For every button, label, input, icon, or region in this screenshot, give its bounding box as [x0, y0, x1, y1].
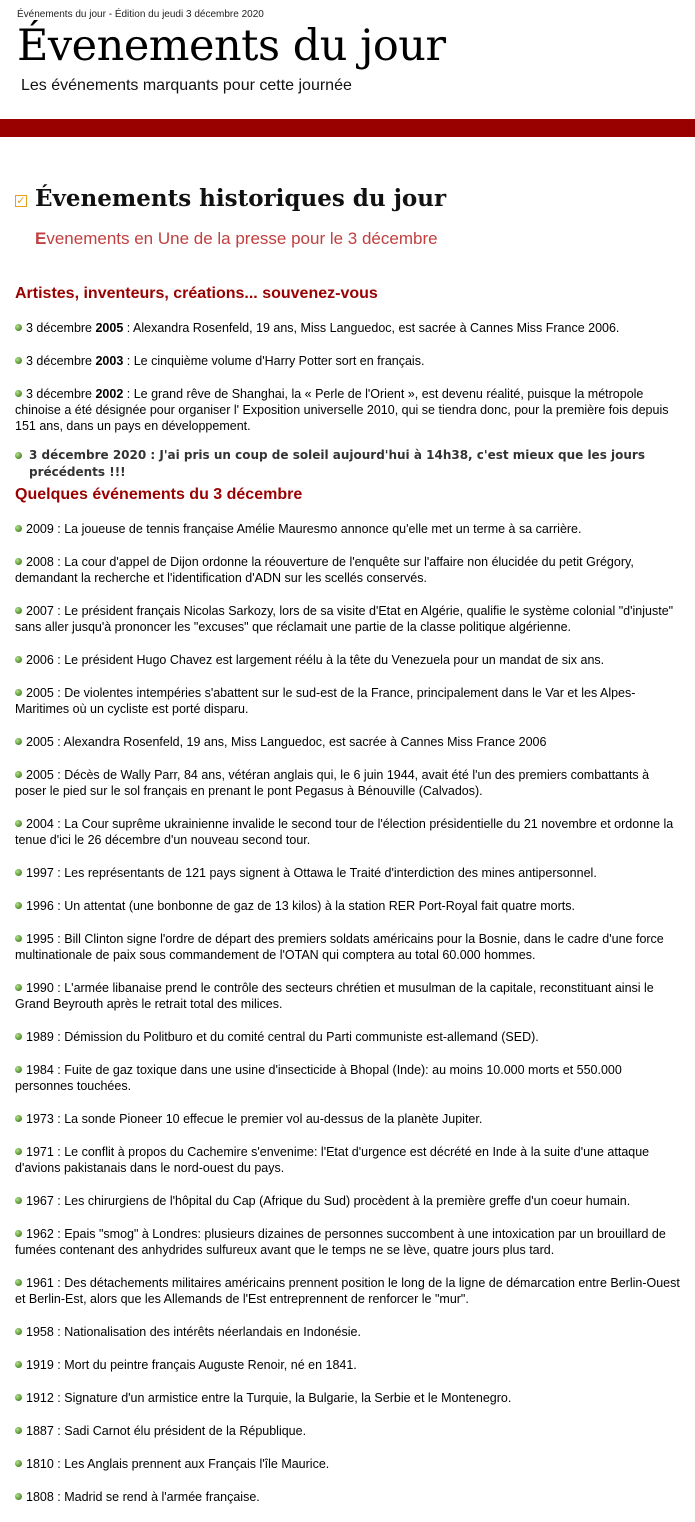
event-text: 1961 : Des détachements militaires américains prennent position le long de la ligne de démarcation entre Berlin-Ouest et Berlin-Est, alors que les Allemands de l'Est entreprennent de renforcer le "mur".: [15, 1276, 680, 1306]
event-item: [15, 1144, 680, 1176]
artists-heading: Artistes, inventeurs, créations... souvenez-vous: [15, 285, 378, 302]
bullet-icon: [15, 1493, 22, 1500]
event-item: [15, 816, 680, 848]
press-headlines-link[interactable]: [35, 229, 438, 249]
site-tagline: Les événements marquants pour cette journée: [21, 77, 352, 94]
bullet-icon: [15, 984, 22, 991]
bullet-icon: [15, 1230, 22, 1237]
bullet-icon: [15, 607, 22, 614]
bullet-icon: [15, 452, 22, 459]
event-item: [15, 898, 680, 914]
event-item: [15, 1193, 680, 1209]
bullet-icon: [15, 1279, 22, 1286]
edition-line: Événements du jour - Édition du jeudi 3 décembre 2020: [17, 9, 264, 20]
bullet-icon: [15, 390, 22, 397]
list-item: 3 décembre 2003 : Le cinquième volume d'Harry Potter sort en français.: [15, 353, 680, 369]
bullet-icon: [15, 902, 22, 909]
bullet-icon: [15, 656, 22, 663]
bullet-icon: [15, 1394, 22, 1401]
press-link-initial: E: [35, 229, 47, 248]
bullet-icon: [15, 935, 22, 942]
event-item: [15, 1390, 680, 1406]
bullet-icon: [15, 525, 22, 532]
section-title: Évenements historiques du jour: [35, 185, 447, 212]
event-text: 1912 : Signature d'un armistice entre la Turquie, la Bulgarie, la Serbie et le Montenegro.: [26, 1391, 512, 1405]
event-item: [15, 1275, 680, 1307]
section-header: [15, 185, 446, 212]
event-item: [15, 1226, 680, 1258]
event-item: [15, 685, 680, 717]
event-item: [15, 1111, 680, 1127]
bullet-icon: [15, 1460, 22, 1467]
event-text: 1967 : Les chirurgiens de l'hôpital du Cap (Afrique du Sud) procèdent à la première greffe d'un coeur humain.: [26, 1194, 631, 1208]
event-item: [15, 1423, 680, 1439]
artists-list: [15, 320, 680, 498]
bullet-icon: [15, 1197, 22, 1204]
event-item: [15, 734, 680, 750]
event-item: [15, 931, 680, 963]
event-item: [15, 521, 680, 537]
event-text: 1810 : Les Anglais prennent aux Français l'île Maurice.: [26, 1457, 330, 1471]
event-text: 1971 : Le conflit à propos du Cachemire s'envenime: l'Etat d'urgence est décrété en Inde à la suite d'une attaque d'avions pakistanais dans le nord-ouest du pays.: [15, 1145, 650, 1175]
events-list: [15, 521, 680, 1522]
checkbox-icon: ✓: [16, 194, 26, 207]
event-item: [15, 980, 680, 1012]
event-item: [15, 1324, 680, 1340]
event-text: 2005 : De violentes intempéries s'abattent sur le sud-est de la France, principalement dans le Var et les Alpes-Maritimes où un cycliste est porté disparu.: [15, 686, 636, 716]
event-item: [15, 554, 680, 586]
bullet-icon: [15, 1033, 22, 1040]
event-text: 2005 : Alexandra Rosenfeld, 19 ans, Miss Languedoc, est sacrée à Cannes Miss France 2006: [26, 735, 547, 749]
event-item: [15, 1062, 680, 1094]
event-text: 1990 : L'armée libanaise prend le contrôle des secteurs chrétien et musulman de la capitale, reconstituant ainsi le Grand Beyrouth après le retrait total des milices.: [15, 981, 654, 1011]
bullet-icon: [15, 558, 22, 565]
event-text: 1973 : La sonde Pioneer 10 effecue le premier vol au-dessus de la planète Jupiter.: [26, 1112, 483, 1126]
bullet-icon: [15, 869, 22, 876]
events-heading: Quelques événements du 3 décembre: [15, 486, 303, 503]
event-item: [15, 1489, 680, 1505]
event-text: 2005 : Décès de Wally Parr, 84 ans, vétéran anglais qui, le 6 juin 1944, avait été l'un des premiers combattants à poser le pied sur le sol français en prenant le pont Pegasus à Bénouville (Calvados).: [15, 768, 650, 798]
header-red-band: [0, 119, 695, 137]
bullet-icon: [15, 771, 22, 778]
press-link-label: venements en Une de la presse pour le 3 décembre: [46, 229, 438, 248]
list-item: 3 décembre 2005 : Alexandra Rosenfeld, 19 ans, Miss Languedoc, est sacrée à Cannes Miss France 2006.: [15, 320, 680, 336]
bullet-icon: [15, 1427, 22, 1434]
bullet-icon: [15, 820, 22, 827]
event-item: [15, 865, 680, 881]
event-text: 2008 : La cour d'appel de Dijon ordonne la réouverture de l'enquête sur l'affaire non élucidée du petit Grégory, demandant la recherche et l'identification d'ADN sur les scellés conservés.: [15, 555, 634, 585]
event-text: 2009 : La joueuse de tennis française Amélie Mauresmo annonce qu'elle met un terme à sa carrière.: [26, 522, 582, 536]
bullet-icon: [15, 357, 22, 364]
site-title[interactable]: Évenements du jour: [17, 21, 446, 71]
event-text: 1996 : Un attentat (une bonbonne de gaz de 13 kilos) à la station RER Port-Royal fait quatre morts.: [26, 899, 575, 913]
event-text: 1984 : Fuite de gaz toxique dans une usine d'insecticide à Bhopal (Inde): au moins 10.000 morts et 550.000 personnes touchées.: [15, 1063, 622, 1093]
event-item: [15, 767, 680, 799]
bullet-icon: [15, 1328, 22, 1335]
event-item: [15, 1357, 680, 1373]
event-text: 2006 : Le président Hugo Chavez est largement réélu à la tête du Venezuela pour un mandat de six ans.: [26, 653, 605, 667]
event-text: 1958 : Nationalisation des intérêts néerlandais en Indonésie.: [26, 1325, 361, 1339]
event-item: [15, 1029, 680, 1045]
bullet-icon: [15, 324, 22, 331]
event-text: 1887 : Sadi Carnot élu président de la République.: [26, 1424, 307, 1438]
event-text: 2004 : La Cour suprême ukrainienne invalide le second tour de l'élection présidentielle du 21 novembre et ordonne la tenue d'ici le 26 décembre d'un nouveau second tour.: [15, 817, 674, 847]
event-item: [15, 1456, 680, 1472]
event-text: 1808 : Madrid se rend à l'armée française.: [26, 1490, 260, 1504]
event-text: 1919 : Mort du peintre français Auguste Renoir, né en 1841.: [26, 1358, 357, 1372]
bullet-icon: [15, 1148, 22, 1155]
event-item: [15, 603, 680, 635]
event-item: [15, 652, 680, 668]
bullet-icon: [15, 1066, 22, 1073]
event-text: 1989 : Démission du Politburo et du comité central du Parti communiste est-allemand (SED).: [26, 1030, 539, 1044]
event-text: 1995 : Bill Clinton signe l'ordre de départ des premiers soldats américains pour la Bosnie, dans le cadre d'une force multinationale de paix sous commandement de l'OTAN qui comptera au total 60.000 hommes.: [15, 932, 664, 962]
bullet-icon: [15, 1361, 22, 1368]
event-text: 2007 : Le président français Nicolas Sarkozy, lors de sa visite d'Etat en Algérie, qualifie le système colonial "d'injuste" sans aller jusqu'à prononcer les "excuses" que réclamait une partie de la classe politique algérienne.: [15, 604, 674, 634]
event-text: 1997 : Les représentants de 121 pays signent à Ottawa le Traité d'interdiction des mines antipersonnel.: [26, 866, 597, 880]
bullet-icon: [15, 738, 22, 745]
event-text: 1962 : Epais "smog" à Londres: plusieurs dizaines de personnes succombent à une intoxication par un brouillard de fumées contenant des anhydrides sulfureux avant que le temps ne se lève, quatre jours plus tard.: [15, 1227, 666, 1257]
bullet-icon: [15, 689, 22, 696]
bullet-icon: [15, 1115, 22, 1122]
list-item: 3 décembre 2020 : J'ai pris un coup de soleil aujourd'hui à 14h38, c'est mieux que les jours précédents !!!: [15, 447, 680, 481]
list-item: 3 décembre 2002 : Le grand rêve de Shanghai, la « Perle de l'Orient », est devenu réalité, puisque la métropole chinoise a été désignée pour organiser l' Exposition universelle 2010, qui se tiendra donc, pour la première fois depuis 151 ans, dans un pays en développement.: [15, 387, 669, 433]
